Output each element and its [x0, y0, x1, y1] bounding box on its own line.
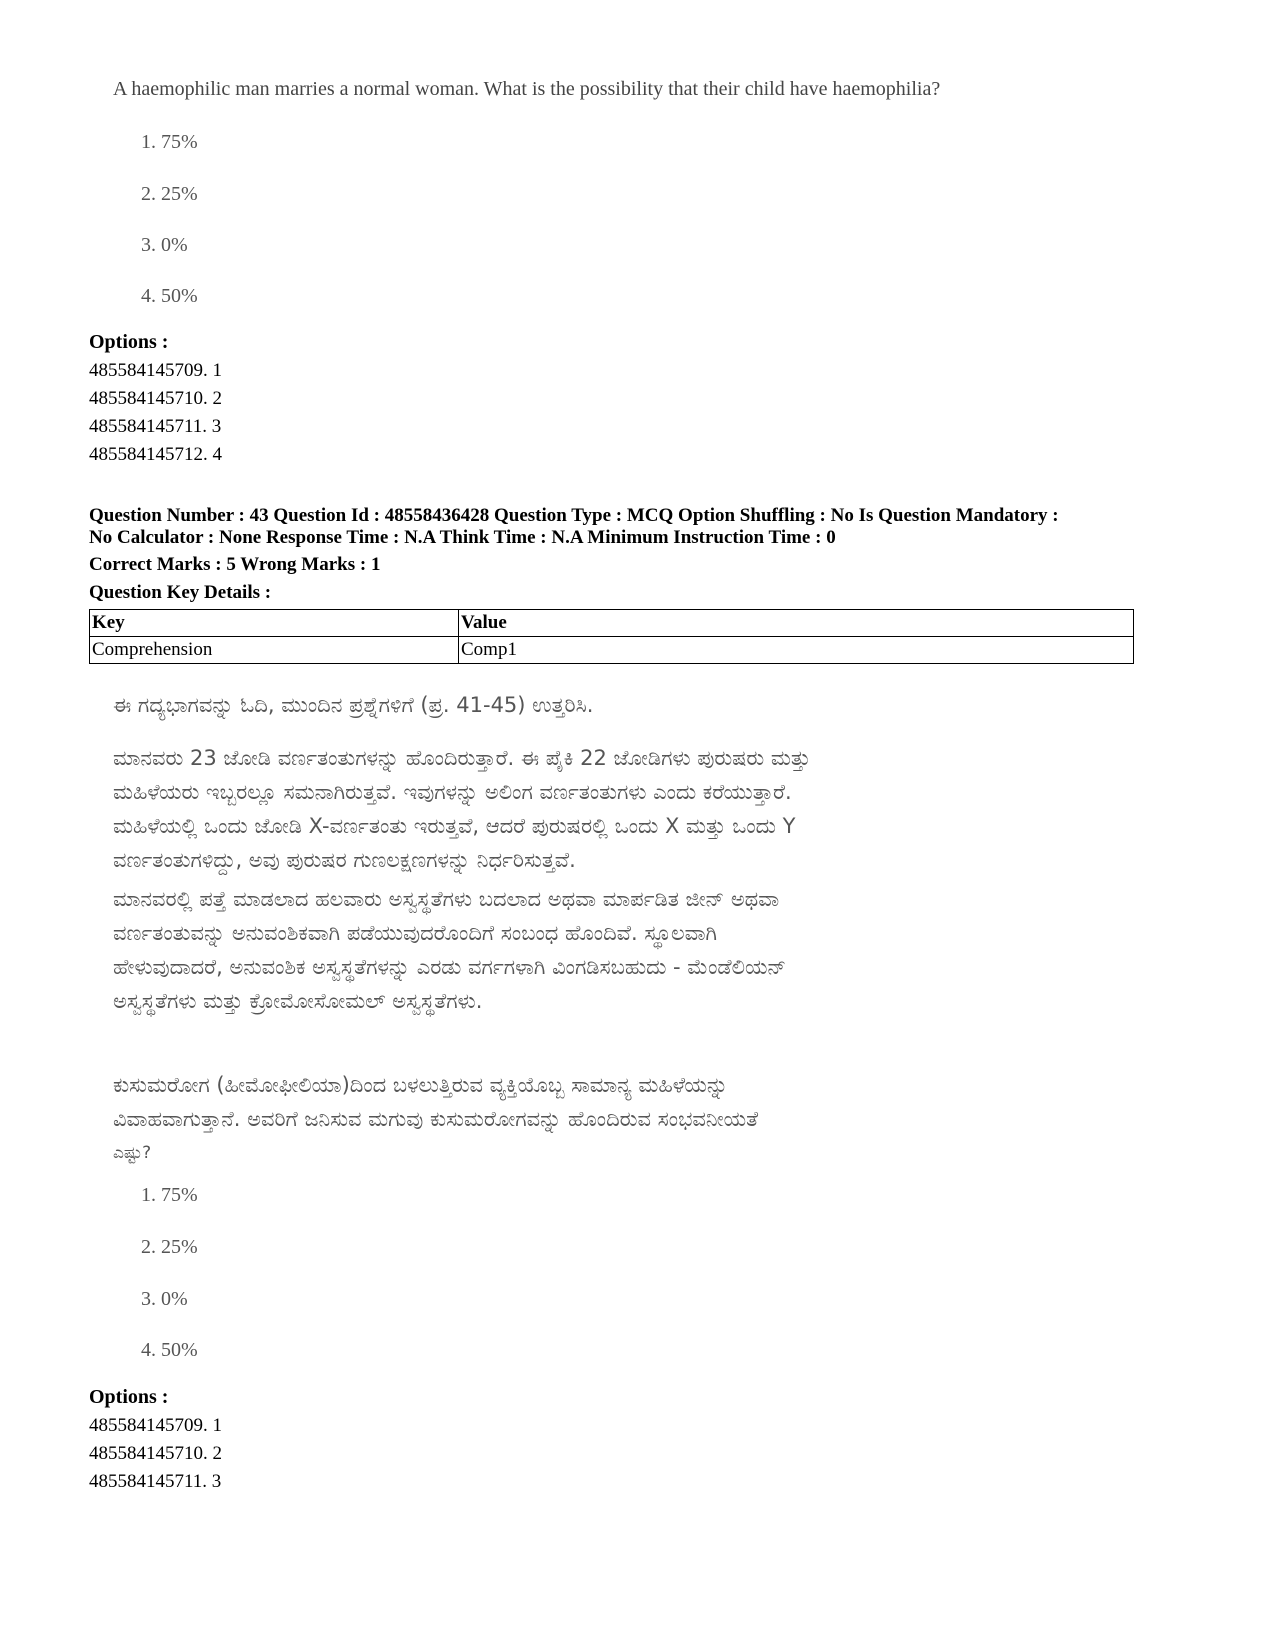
passage-line: ಮಾನವರು 23 ಜೋಡಿ ವರ್ಣತಂತುಗಳನ್ನು ಹೊಂದಿರುತ್ತಾರೆ. ಈ ಪೈಕಿ 22 ಜೋಡಿಗಳು ಪುರುಷರು ಮತ್ತು	[113, 746, 811, 770]
option-item: 485584145710. 2	[89, 1443, 222, 1464]
option-item: 485584145709. 1	[89, 1415, 222, 1436]
question-meta-line: Question Number : 43 Question Id : 48558436428 Question Type : MCQ Option Shuffling : No Is Question Mandatory :	[89, 505, 1059, 526]
table-cell: Comprehension	[90, 637, 459, 664]
passage-line: ವರ್ಣತಂತುಗಳಿದ್ದು, ಅವು ಪುರುಷರ ಗುಣಲಕ್ಷಣಗಳನ್ನು ನಿರ್ಧರಿಸುತ್ತವೆ.	[113, 848, 576, 872]
choice-4: 4. 50%	[141, 285, 198, 307]
question-text-kn	[113, 1068, 1213, 1170]
key-details-table	[89, 609, 1134, 664]
option-item: 485584145709. 1	[89, 360, 222, 381]
marks-line: Correct Marks : 5 Wrong Marks : 1	[89, 554, 381, 575]
table-header-cell: Key	[90, 610, 459, 637]
question-line: ಎಷ್ಟು?	[113, 1143, 152, 1163]
question-line: ಕುಸುಮರೋಗ (ಹೀಮೋಫೀಲಿಯಾ)ದಿಂದ ಬಳಲುತ್ತಿರುವ ವ್ಯಕ್ತಿಯೊಬ್ಬ ಸಾಮಾನ್ಯ ಮಹಿಳೆಯನ್ನು	[113, 1073, 729, 1097]
table-row	[90, 637, 1134, 664]
passage-intro: ಈ ಗದ್ಯಭಾಗವನ್ನು ಓದಿ, ಮುಂದಿನ ಪ್ರಶ್ನೆಗಳಿಗೆ (ಪ್ರ. 41-45) ಉತ್ತರಿಸಿ.	[113, 693, 594, 717]
passage-paragraph-1	[113, 741, 1213, 877]
passage-paragraph-2	[113, 882, 1213, 1018]
table-cell: Comp1	[459, 637, 1134, 664]
choice-2: 2. 25%	[141, 1236, 198, 1258]
question-meta	[89, 505, 1239, 549]
table-header-cell: Value	[459, 610, 1134, 637]
option-item: 485584145711. 3	[89, 1471, 222, 1492]
question-line: ವಿವಾಹವಾಗುತ್ತಾನೆ. ಅವರಿಗೆ ಜನಿಸುವ ಮಗುವು ಕುಸುಮರೋಗವನ್ನು ಹೊಂದಿರುವ ಸಂಭವನೀಯತೆ	[113, 1107, 759, 1131]
passage-line: ಹೇಳುವುದಾದರೆ, ಅನುವಂಶಿಕ ಅಸ್ವಸ್ಥತೆಗಳನ್ನು ಎರಡು ವರ್ಗಗಳಾಗಿ ವಿಂಗಡಿಸಬಹುದು - ಮೆಂಡೆಲಿಯನ್	[113, 955, 786, 979]
passage-line: ಮಹಿಳೆಯಲ್ಲಿ ಒಂದು ಜೋಡಿ X-ವರ್ಣತಂತು ಇರುತ್ತವೆ, ಆದರೆ ಪುರುಷರಲ್ಲಿ ಒಂದು X ಮತ್ತು ಒಂದು Y	[113, 814, 796, 838]
choice-3: 3. 0%	[141, 234, 188, 256]
choice-3: 3. 0%	[141, 1288, 188, 1310]
options-list	[89, 1412, 222, 1496]
option-item: 485584145710. 2	[89, 388, 222, 409]
choice-1: 1. 75%	[141, 1184, 198, 1206]
options-heading: Options :	[89, 331, 169, 353]
choice-4: 4. 50%	[141, 1339, 198, 1361]
option-item: 485584145711. 3	[89, 416, 222, 437]
choice-2: 2. 25%	[141, 183, 198, 205]
question-text-en: A haemophilic man marries a normal woman. What is the possibility that their child have haemophilia?	[113, 78, 941, 100]
passage-line: ಮಾನವರಲ್ಲಿ ಪತ್ತೆ ಮಾಡಲಾದ ಹಲವಾರು ಅಸ್ವಸ್ಥತೆಗಳು ಬದಲಾದ ಅಥವಾ ಮಾರ್ಪಡಿತ ಜೀನ್ ಅಥವಾ	[113, 887, 780, 911]
options-list	[89, 357, 222, 469]
option-item: 485584145712. 4	[89, 444, 222, 465]
passage-line: ವರ್ಣತಂತುವನ್ನು ಅನುವಂಶಿಕವಾಗಿ ಪಡೆಯುವುದರೊಂದಿಗೆ ಸಂಬಂಧ ಹೊಂದಿವೆ. ಸ್ಥೂಲವಾಗಿ	[113, 921, 717, 945]
passage-line: ಅಸ್ವಸ್ಥತೆಗಳು ಮತ್ತು ಕ್ರೋಮೋಸೋಮಲ್ ಅಸ್ವಸ್ಥತೆಗಳು.	[113, 989, 483, 1013]
passage-line: ಮಹಿಳೆಯರು ಇಬ್ಬರಲ್ಲೂ ಸಮನಾಗಿರುತ್ತವೆ. ಇವುಗಳನ್ನು ಅಲಿಂಗ ವರ್ಣತಂತುಗಳು ಎಂದು ಕರೆಯುತ್ತಾರೆ.	[113, 780, 792, 804]
options-heading: Options :	[89, 1386, 169, 1408]
key-details-heading: Question Key Details :	[89, 582, 272, 603]
choice-1: 1. 75%	[141, 131, 198, 153]
question-meta-line: No Calculator : None Response Time : N.A Think Time : N.A Minimum Instruction Time : 0	[89, 527, 836, 548]
table-header-row	[90, 610, 1134, 637]
